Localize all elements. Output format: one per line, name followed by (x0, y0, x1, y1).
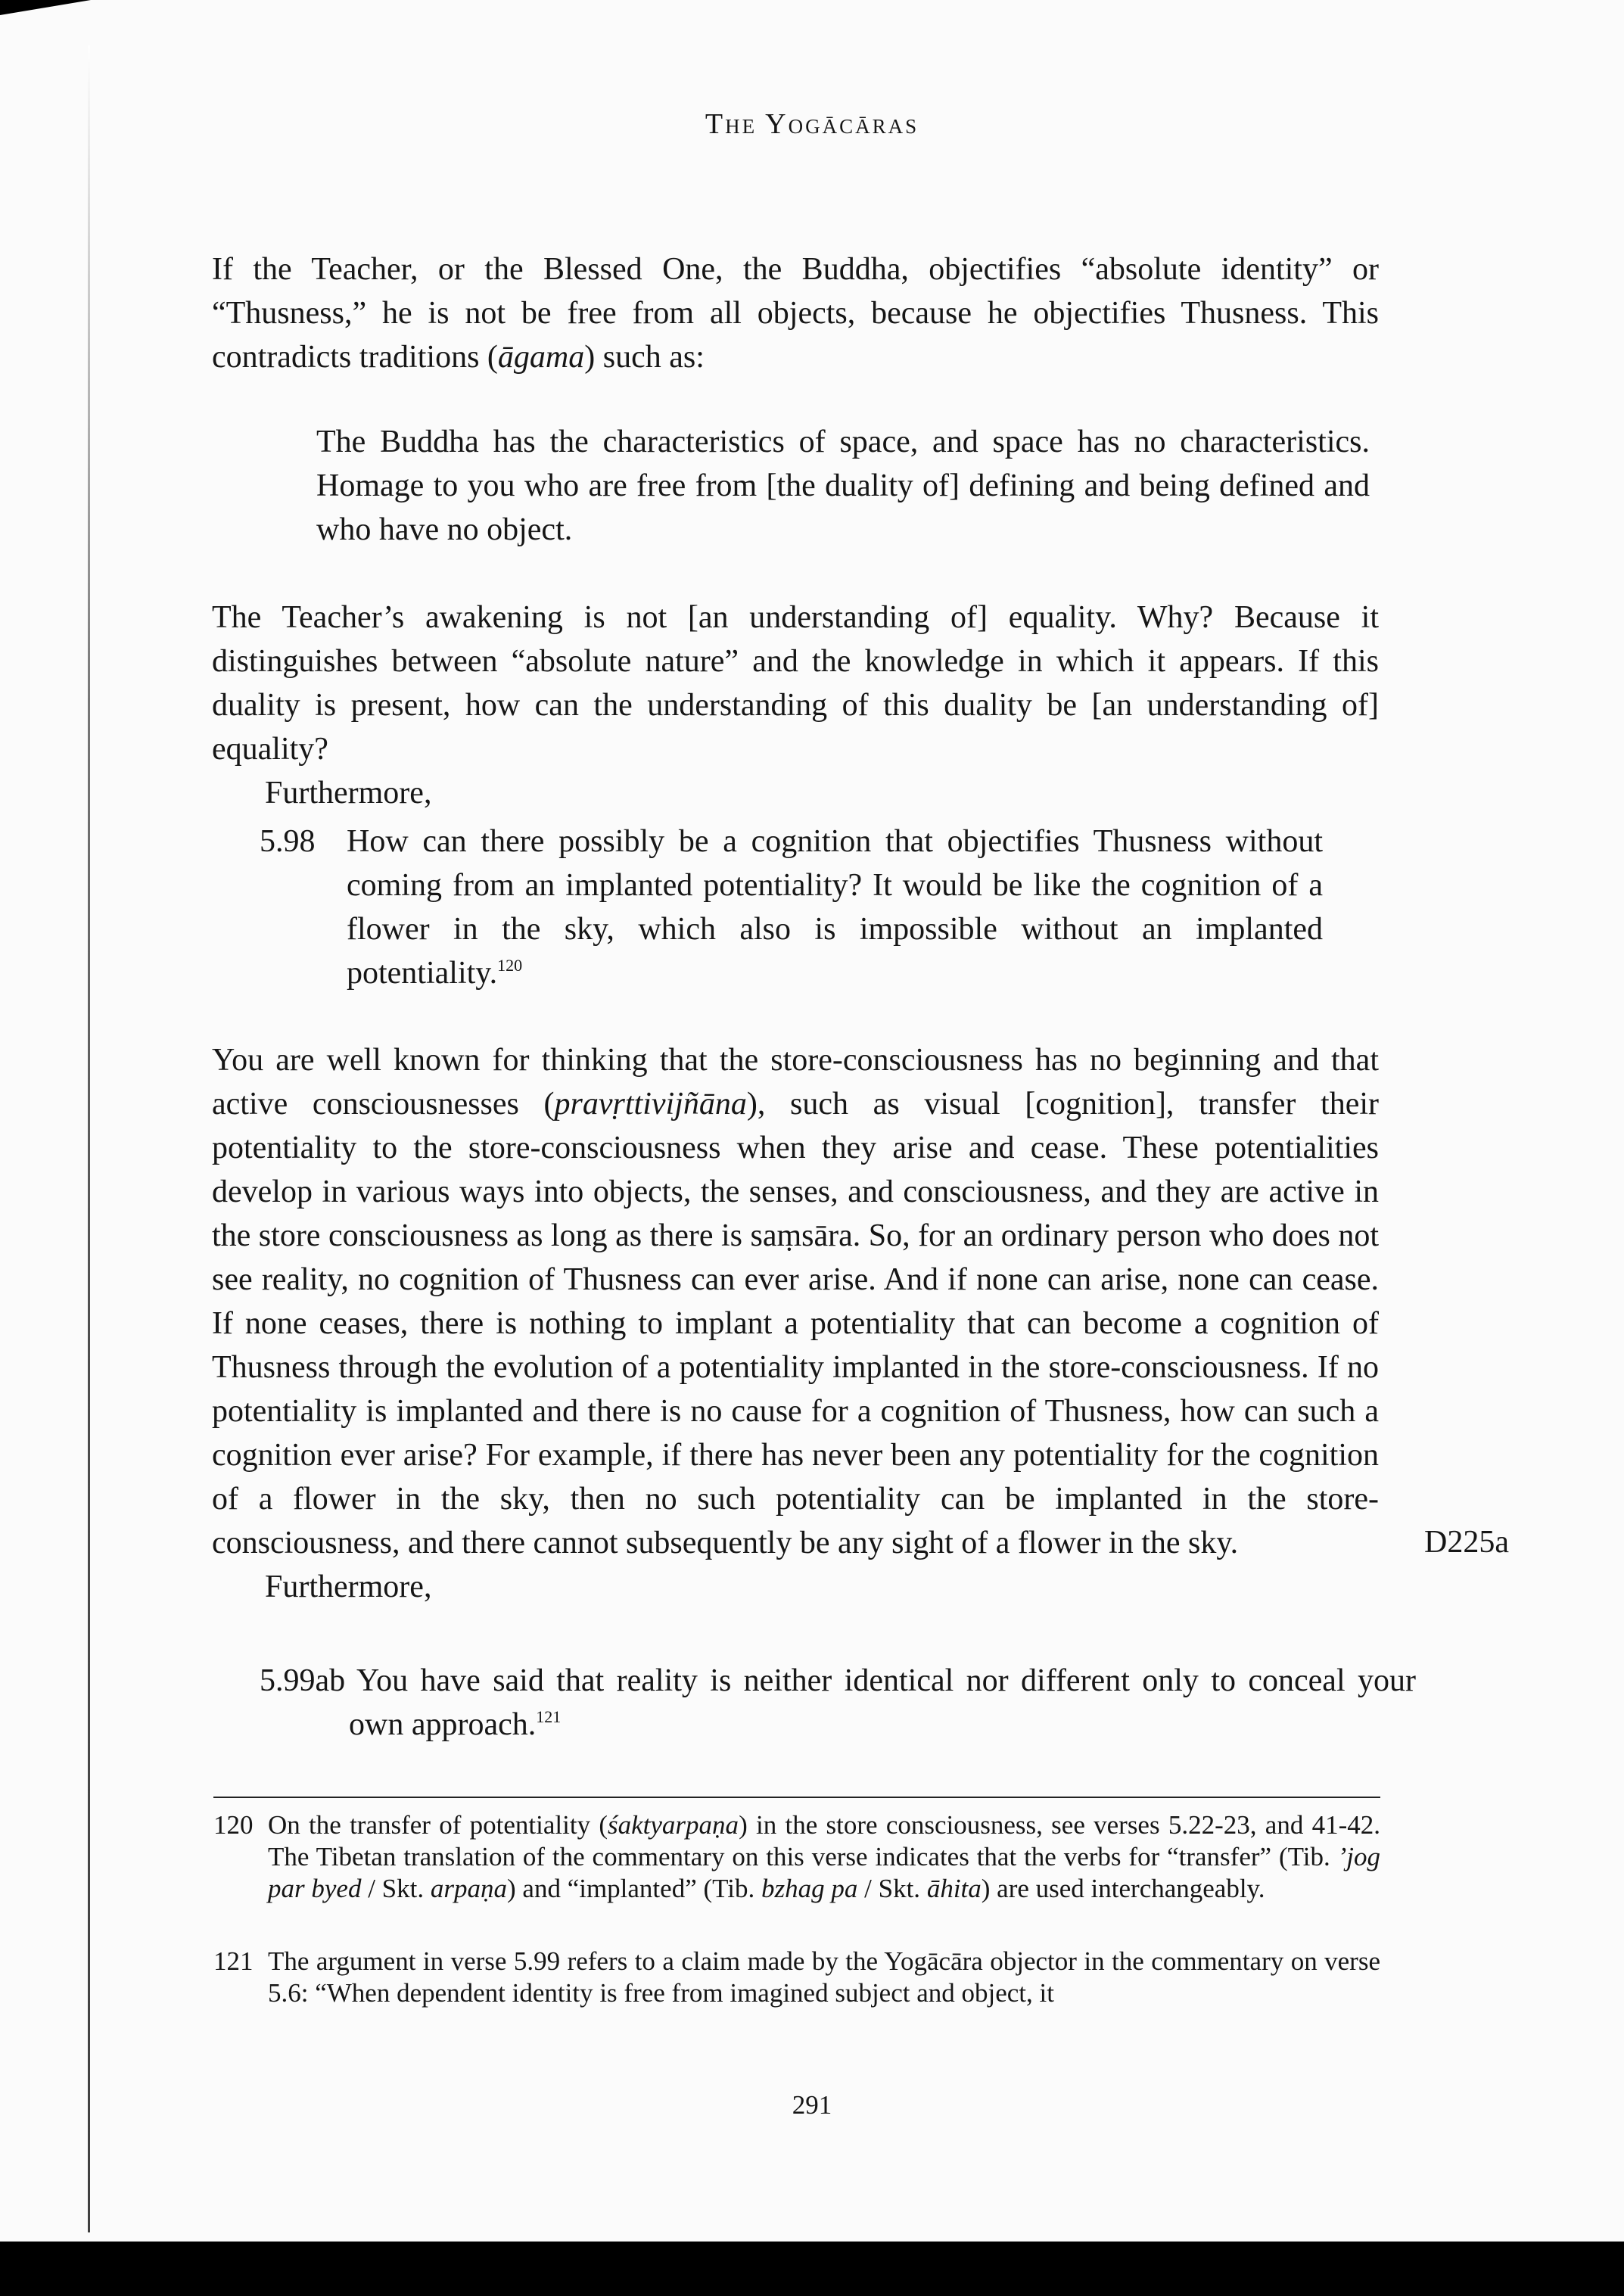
fn-text-part: ) are used interchangeably. (981, 1874, 1265, 1903)
margin-page-reference: D225a (1424, 1525, 1509, 1560)
paragraph-1-post: ) such as: (584, 340, 705, 375)
footnote-text (268, 1809, 1380, 1905)
scan-corner-shadow (0, 0, 91, 15)
furthermore-1: Furthermore, (265, 776, 432, 810)
fn-text-part: ) and “implanted” (Tib. (507, 1874, 762, 1903)
verse-text (260, 1659, 1416, 1747)
paragraph-3-term: pravṛttivijñāna (554, 1087, 747, 1122)
verse-number: 5.99ab (260, 1663, 346, 1698)
fn-text-part: / Skt. (857, 1874, 927, 1903)
footnote-rule (213, 1797, 1380, 1798)
binding-shadow (88, 45, 90, 2232)
footnote-ref-120[interactable]: 120 (497, 956, 523, 975)
footnote-text: The argument in verse 5.99 refers to a claim made by the Yogācāra objector in the commentary on verse 5.6: “When dependent identity is free from imagined subject and object, it (268, 1946, 1380, 2008)
verse-text (347, 820, 1323, 995)
fn-text-part: / Skt. (361, 1874, 431, 1903)
block-quote: The Buddha has the characteristics of space, and space has no characteristics. Homage to you who are free from [the duality of] defining and being defined and who have no object. (316, 425, 1370, 547)
verse-number: 5.98 (260, 824, 316, 859)
paragraph-1 (212, 247, 1379, 379)
furthermore-2: Furthermore, (265, 1570, 432, 1604)
fn-term: bzhag pa (761, 1874, 858, 1903)
footnote-number: 120 (213, 1810, 254, 1840)
paragraph-3-pre: You are well known for thinking that the store-consciousness has no beginning and that active consciousnesses ( (212, 1043, 1379, 1122)
paragraph-3 (212, 1038, 1379, 1609)
fn-term: ’jog par byed (268, 1842, 1380, 1903)
paragraph-2-text: The Teacher’s awakening is not [an understanding of] equality. Why? Because it distinguishes between “absolute nature” and the knowledge in which it appears. If this duality is present, how can the understanding of this duality be [an understanding of] equality? (212, 600, 1379, 767)
running-head: The Yogācāras (705, 108, 919, 140)
paragraph-2 (212, 596, 1379, 815)
scan-bottom-edge (0, 2242, 1624, 2296)
verse-5-98-text: How can there possibly be a cognition that objectifies Thusness without coming from an implanted potentiality? It would be like the cognition of a flower in the sky, which also is impossible without an implanted potentiality. (347, 824, 1323, 991)
paragraph-1-pre: If the Teacher, or the Blessed One, the Buddha, objectifies “absolute identity” or “Thusness,” he is not be free from all objects, because he objectifies Thusness. This contradicts traditions ( (212, 252, 1379, 375)
fn-text-part: On the transfer of potentiality ( (268, 1810, 608, 1840)
footnote-ref-121[interactable]: 121 (536, 1707, 562, 1726)
fn-term: arpaṇa (430, 1874, 507, 1903)
page-number: 291 (792, 2090, 832, 2120)
fn-term: āhita (926, 1874, 982, 1903)
fn-text-part: ) in the store consciousness, see verses 5.22-23, and 41-42. The Tibetan translation of the commentary on this verse indicates that the verbs for “transfer” (Tib. (268, 1810, 1381, 1871)
paragraph-3-post: ), such as visual [cognition], transfer their potentiality to the store-consciousness when they arise and cease. These potentialities develop in various ways into objects, the senses, and consciousness, and they are active in the store consciousness as long as there is saṃsāra. So, for an ordinary person who does not see reality, no cognition of Thusness can ever arise. And if none can arise, none can cease. If none ceases, there is nothing to implant a potentiality that can become a cognition of Thusness through the evolution of a potentiality implanted in the store-consciousness. If no potentiality is implanted and there is no cause for a cognition of Thusness, how can such a cognition ever arise? For example, if there has never been any potentiality for the cognition of a flower in the sky, then no such potentiality can be implanted in the store-consciousness, and there cannot subsequently be any sight of a flower in the sky. (212, 1087, 1380, 1560)
paragraph-1-term: āgama (497, 340, 585, 375)
fn-term: śaktyarpaṇa (608, 1810, 739, 1840)
verse-5-99-text: You have said that reality is neither identical nor different only to conceal your own approach. (349, 1663, 1416, 1742)
footnote-number: 121 (213, 1946, 254, 1976)
